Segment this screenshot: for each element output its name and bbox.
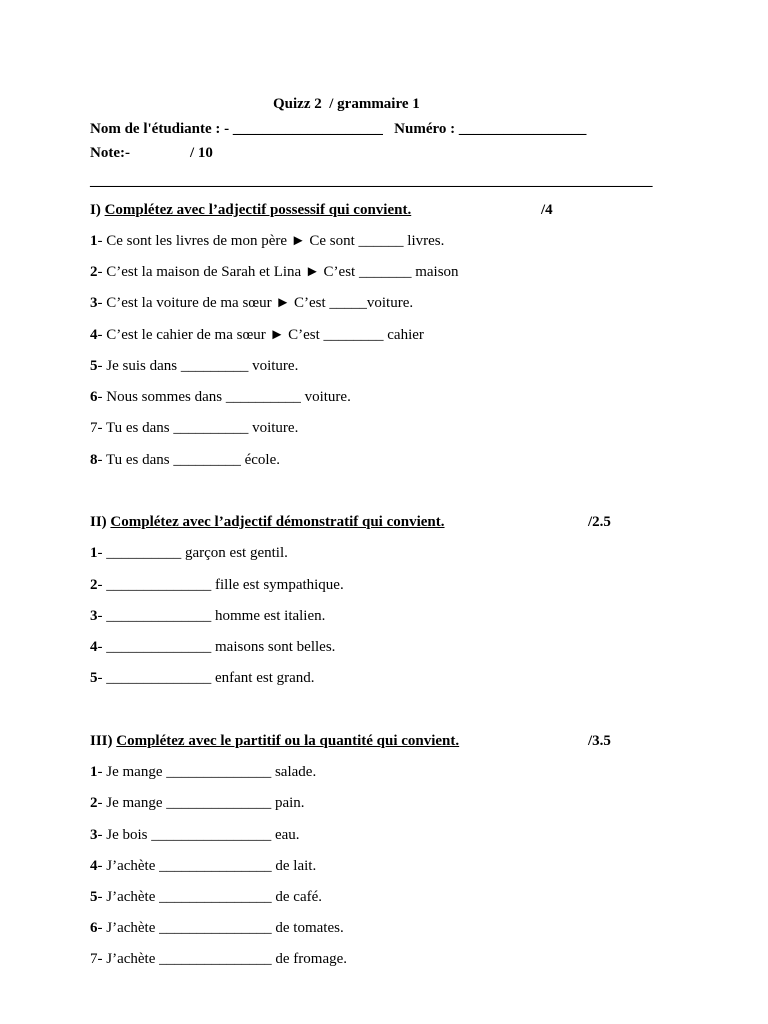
item-text: - Je suis dans _________ voiture. bbox=[97, 358, 299, 374]
exercise-item bbox=[90, 357, 298, 375]
item-number: 6 bbox=[90, 920, 98, 936]
section-instruction: Complétez avec l’adjectif possessif qui convient. bbox=[104, 202, 412, 218]
item-number: 1 bbox=[90, 764, 98, 780]
section-number: III) bbox=[90, 733, 117, 749]
exercise-item bbox=[90, 294, 413, 312]
item-text: - Nous sommes dans __________ voiture. bbox=[97, 389, 351, 405]
item-number: 5 bbox=[90, 670, 98, 686]
exercise-item bbox=[90, 794, 305, 812]
item-text: - C’est le cahier de ma sœur ► C’est ________ cahier bbox=[97, 327, 424, 343]
item-text: - Ce sont les livres de mon père ► Ce sont ______ livres. bbox=[97, 233, 445, 249]
section-heading bbox=[90, 201, 411, 219]
item-text: - J’achète _______________ de tomates. bbox=[97, 920, 344, 936]
item-text: - __________ garçon est gentil. bbox=[97, 545, 288, 561]
exercise-item bbox=[90, 451, 280, 469]
exercise-item bbox=[90, 826, 300, 844]
item-number: 5 bbox=[90, 358, 98, 374]
item-number: 3 bbox=[90, 827, 98, 843]
exercise-item bbox=[90, 232, 444, 250]
exercise-item bbox=[90, 419, 298, 437]
item-number: 1 bbox=[90, 233, 98, 249]
exercise-item bbox=[90, 950, 347, 968]
section-score: /2.5 bbox=[588, 514, 611, 530]
item-text: - J’achète _______________ de fromage. bbox=[97, 951, 348, 967]
item-text: - Je mange ______________ salade. bbox=[97, 764, 317, 780]
section-score: /4 bbox=[541, 202, 553, 218]
item-number: 3 bbox=[90, 608, 98, 624]
exercise-item bbox=[90, 669, 315, 687]
item-number: 4 bbox=[90, 327, 98, 343]
item-number: 3 bbox=[90, 295, 98, 311]
item-number: 2 bbox=[90, 264, 98, 280]
exercise-item bbox=[90, 576, 344, 594]
exercise-item bbox=[90, 326, 424, 344]
item-text: - J’achète _______________ de lait. bbox=[97, 858, 317, 874]
item-text: - ______________ enfant est grand. bbox=[97, 670, 315, 686]
item-number: 1 bbox=[90, 545, 98, 561]
item-number: 4 bbox=[90, 639, 98, 655]
item-text: - ______________ maisons sont belles. bbox=[97, 639, 336, 655]
item-number: 8 bbox=[90, 452, 98, 468]
exercise-item bbox=[90, 919, 344, 937]
exercise-item bbox=[90, 763, 316, 781]
exercise-item bbox=[90, 888, 322, 906]
item-number: 4 bbox=[90, 858, 98, 874]
item-text: - Tu es dans _________ école. bbox=[97, 452, 280, 468]
item-text: - C’est la voiture de ma sœur ► C’est _____voiture. bbox=[97, 295, 414, 311]
item-number: 7 bbox=[90, 420, 98, 436]
section-number: II) bbox=[90, 514, 111, 530]
section-score: /3.5 bbox=[588, 733, 611, 749]
item-number: 2 bbox=[90, 795, 98, 811]
exercise-item bbox=[90, 544, 288, 562]
exercise-item bbox=[90, 263, 459, 281]
section-instruction: Complétez avec l’adjectif démonstratif qui convient. bbox=[110, 514, 445, 530]
item-number: 6 bbox=[90, 389, 98, 405]
item-text: - Tu es dans __________ voiture. bbox=[97, 420, 299, 436]
section-heading bbox=[90, 732, 459, 750]
item-text: - C’est la maison de Sarah et Lina ► C’est _______ maison bbox=[97, 264, 459, 280]
exercise-item bbox=[90, 607, 325, 625]
item-number: 7 bbox=[90, 951, 98, 967]
item-text: - ______________ fille est sympathique. bbox=[97, 577, 344, 593]
item-text: - Je mange ______________ pain. bbox=[97, 795, 305, 811]
page-title: Quizz 2 / grammaire 1 bbox=[273, 96, 420, 112]
section-heading bbox=[90, 513, 445, 531]
item-text: - J’achète _______________ de café. bbox=[97, 889, 323, 905]
item-text: - ______________ homme est italien. bbox=[97, 608, 326, 624]
section-number: I) bbox=[90, 202, 105, 218]
item-text: - Je bois ________________ eau. bbox=[97, 827, 300, 843]
item-number: 5 bbox=[90, 889, 98, 905]
exercise-item bbox=[90, 638, 335, 656]
student-name-number-line: Nom de l'étudiante : - ____________________ Numéro : _________________ bbox=[90, 121, 587, 137]
exercise-item bbox=[90, 857, 316, 875]
separator-rule: ___________________________________________________________________________ bbox=[90, 173, 653, 189]
exercise-item bbox=[90, 388, 351, 406]
grade-line: Note:- / 10 bbox=[90, 145, 213, 161]
section-instruction: Complétez avec le partitif ou la quantité qui convient. bbox=[116, 733, 460, 749]
item-number: 2 bbox=[90, 577, 98, 593]
